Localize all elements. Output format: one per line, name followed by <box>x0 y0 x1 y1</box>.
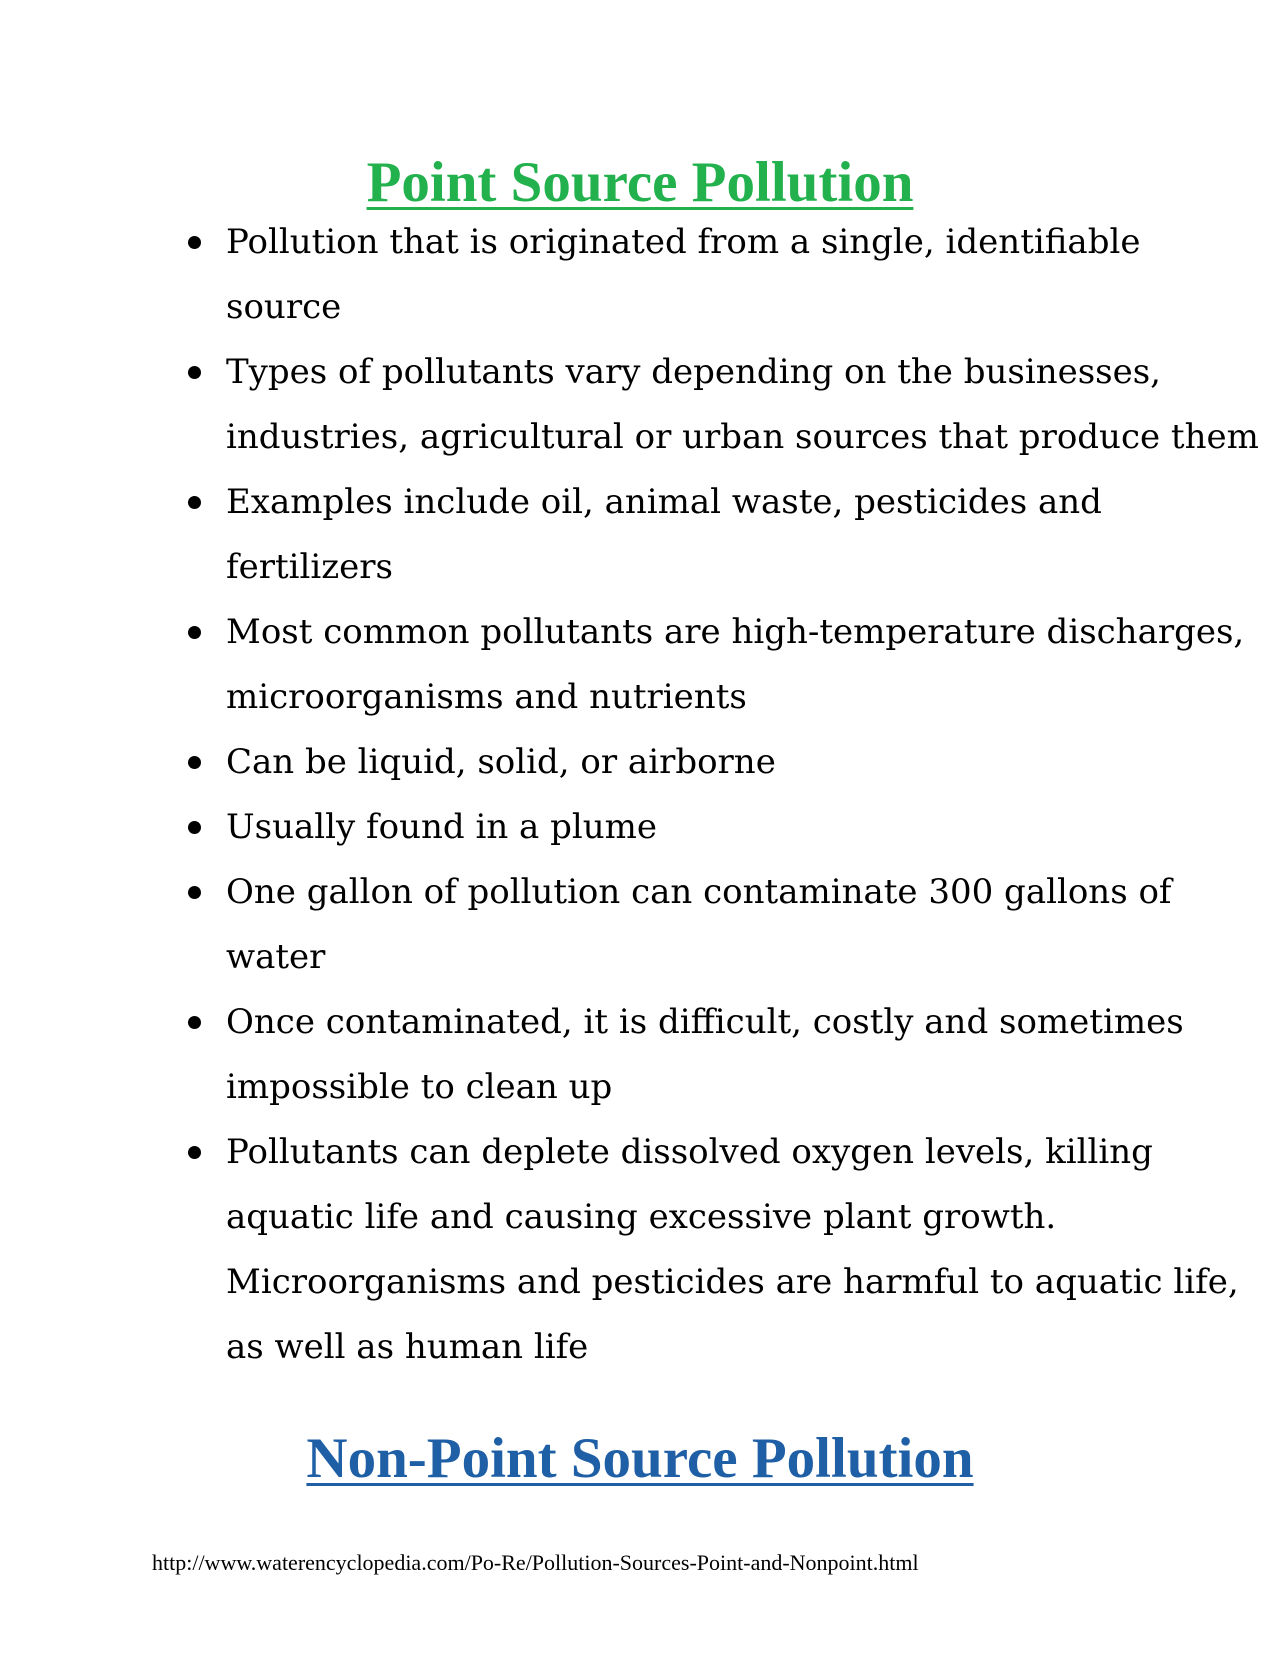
bullet-icon <box>188 1146 201 1159</box>
list-item <box>0 210 1280 340</box>
list-item <box>0 795 1280 860</box>
bullet-icon <box>188 236 201 249</box>
bullet-text-line: Types of pollutants vary depending on the businesses, <box>226 352 1161 392</box>
bullet-text-line: industries, agricultural or urban sources that produce them <box>226 417 1259 457</box>
bullet-icon <box>188 886 201 899</box>
bullet-icon <box>188 366 201 379</box>
bullet-text-line: Pollutants can deplete dissolved oxygen levels, killing <box>226 1132 1153 1172</box>
page-title: Point Source Pollution <box>366 151 914 214</box>
bullet-text-line: as well as human life <box>226 1327 589 1367</box>
bullet-text-line: aquatic life and causing excessive plant growth. <box>226 1197 1057 1237</box>
bullet-text-line: Microorganisms and pesticides are harmful to aquatic life, <box>226 1262 1239 1302</box>
bullet-text-line: water <box>226 937 326 977</box>
list-item <box>0 1120 1280 1380</box>
bullet-text-line: fertilizers <box>226 547 393 587</box>
bullet-text-line: source <box>226 287 342 327</box>
bullet-text-line: Most common pollutants are high-temperature discharges, <box>226 612 1245 652</box>
bullet-icon <box>188 496 201 509</box>
bullet-text-line: impossible to clean up <box>226 1067 613 1107</box>
list-item <box>0 470 1280 600</box>
bullet-list <box>0 210 1280 1380</box>
bullet-text-line: Once contaminated, it is difficult, costly and sometimes <box>226 1002 1184 1042</box>
list-item <box>0 600 1280 730</box>
bullet-text-line: Examples include oil, animal waste, pesticides and <box>226 482 1102 522</box>
bullet-text-line: Pollution that is originated from a single, identifiable <box>226 222 1141 262</box>
bullet-text-line: Usually found in a plume <box>226 807 658 847</box>
bullet-icon <box>188 756 201 769</box>
list-item <box>0 990 1280 1120</box>
bullet-text-line: One gallon of pollution can contaminate 300 gallons of <box>226 872 1172 912</box>
bullet-icon <box>188 626 201 639</box>
section-heading: Non-Point Source Pollution <box>306 1427 974 1490</box>
list-item <box>0 730 1280 795</box>
bullet-text-line: Can be liquid, solid, or airborne <box>226 742 776 782</box>
bullet-icon <box>188 1016 201 1029</box>
bullet-icon <box>188 821 201 834</box>
source-url: http://www.waterencyclopedia.com/Po-Re/Pollution-Sources-Point-and-Nonpoint.html <box>152 1550 919 1575</box>
list-item <box>0 340 1280 470</box>
bullet-text-line: microorganisms and nutrients <box>226 677 747 717</box>
list-item <box>0 860 1280 990</box>
